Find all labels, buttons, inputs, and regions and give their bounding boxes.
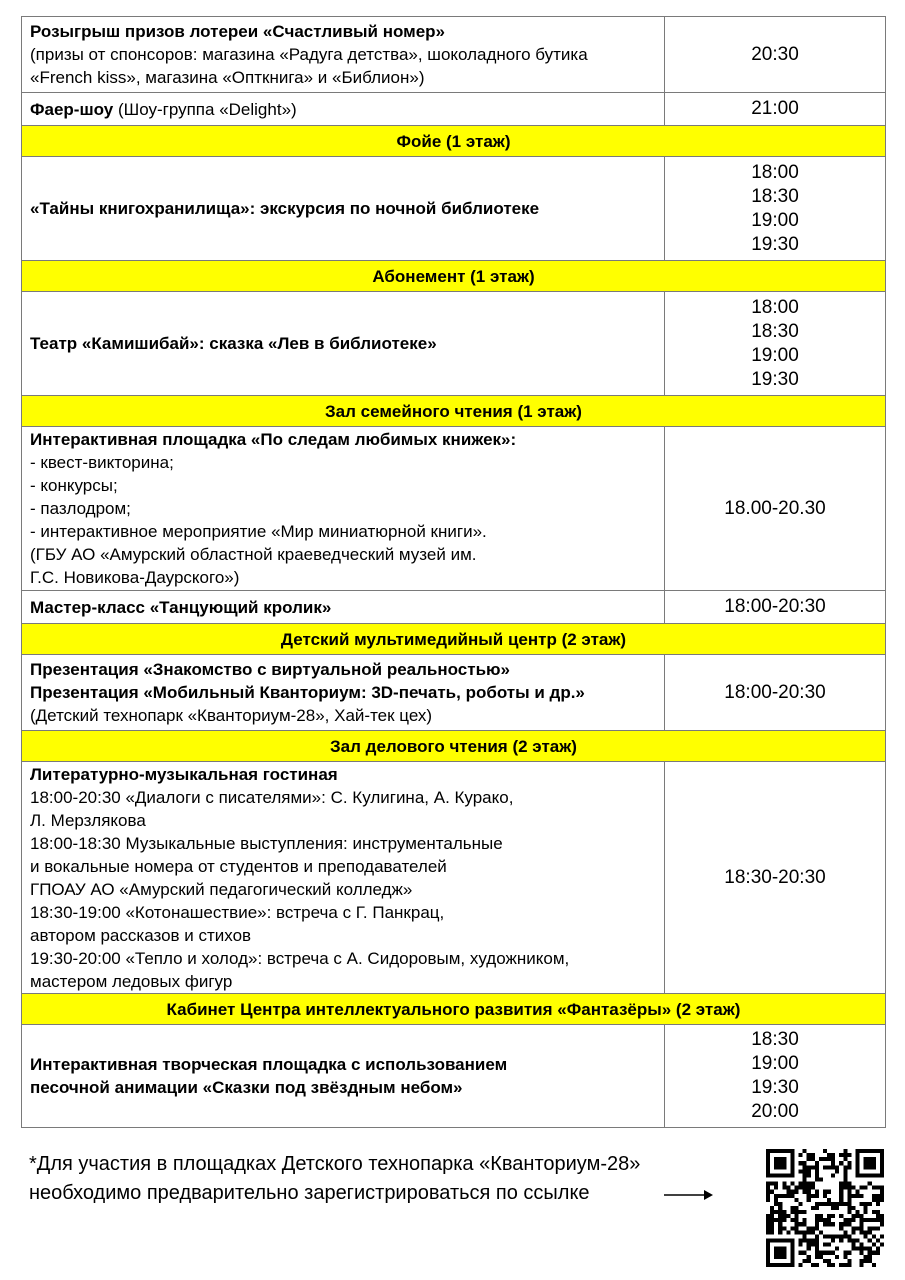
event-detail-text: автором рассказов и стихов xyxy=(30,925,252,945)
event-detail-text: Г.С. Новикова-Даурского») xyxy=(30,568,240,587)
event-line xyxy=(30,832,656,855)
event-line xyxy=(30,332,656,355)
event-detail-text: (Шоу-группа «Delight») xyxy=(113,99,297,119)
section-header-row xyxy=(22,624,886,655)
event-times xyxy=(665,292,886,396)
event-line xyxy=(30,543,656,566)
event-times xyxy=(665,17,886,93)
event-line xyxy=(30,497,656,520)
event-line xyxy=(30,763,656,786)
event-time: 21:00 xyxy=(751,98,799,119)
event-time: 18:30-20:30 xyxy=(724,866,826,888)
event-time: 19:30 xyxy=(751,233,799,255)
event-line xyxy=(30,520,656,543)
event-time: 19:30 xyxy=(751,368,799,390)
event-row xyxy=(22,292,886,396)
event-time: 18:00-20:30 xyxy=(724,681,826,703)
event-title-text: Презентация «Знакомство с виртуальной реальностью» xyxy=(30,660,510,679)
event-line xyxy=(30,1053,656,1076)
event-row xyxy=(22,17,886,93)
event-line xyxy=(30,681,656,704)
event-time: 19:00 xyxy=(751,209,799,231)
event-time: 18:00 xyxy=(751,296,799,318)
arrow-right-icon xyxy=(664,1187,714,1203)
qr-code-icon[interactable] xyxy=(766,1149,884,1267)
section-header-row xyxy=(22,396,886,427)
event-time: 18:00 xyxy=(751,161,799,183)
event-title-text: «Тайны книгохранилища»: экскурсия по ночной библиотеке xyxy=(30,199,540,218)
event-times xyxy=(665,655,886,731)
event-line xyxy=(30,947,656,970)
event-times xyxy=(665,93,886,126)
event-title-text: Фаер-шоу xyxy=(30,99,114,119)
schedule-table xyxy=(21,16,886,1128)
event-description xyxy=(22,93,665,126)
event-line xyxy=(30,566,656,589)
section-header-row xyxy=(22,126,886,157)
event-line xyxy=(30,878,656,901)
event-detail-text: 18:00-20:30 «Диалоги с писателями»: С. Кулигина, А. Курако, xyxy=(30,787,514,807)
event-row xyxy=(22,157,886,261)
event-description xyxy=(22,292,665,396)
event-title-text: Интерактивная площадка «По следам любимых книжек»: xyxy=(30,430,517,449)
event-time: 18:30 xyxy=(751,1029,799,1050)
event-line xyxy=(30,658,656,681)
event-title-text: Литературно-музыкальная гостиная xyxy=(30,764,338,784)
section-title: Зал семейного чтения (1 этаж) xyxy=(22,396,886,427)
event-line xyxy=(30,1076,656,1099)
event-time: 18.00-20.30 xyxy=(724,497,826,519)
event-line xyxy=(30,451,656,474)
event-line xyxy=(30,786,656,809)
event-line xyxy=(30,901,656,924)
event-line xyxy=(30,43,656,66)
event-time: 18:00-20:30 xyxy=(724,596,826,617)
event-line xyxy=(30,197,656,220)
event-detail-text: - пазлодром; xyxy=(30,499,131,518)
event-row xyxy=(22,762,886,994)
event-line xyxy=(30,970,656,993)
event-description xyxy=(22,655,665,731)
event-detail-text: Л. Мерзлякова xyxy=(30,810,146,830)
event-description xyxy=(22,1025,665,1128)
section-title: Абонемент (1 этаж) xyxy=(22,261,886,292)
event-detail-text: мастером ледовых фигур xyxy=(30,971,233,991)
registration-note-line-1: *Для участия в площадках Детского технопарка «Кванториум-28» xyxy=(29,1153,641,1175)
event-description xyxy=(22,17,665,93)
event-detail-text: (Детский технопарк «Кванториум-28», Хай-тек цех) xyxy=(30,706,433,725)
event-line xyxy=(30,704,656,727)
event-line xyxy=(30,98,656,121)
event-row xyxy=(22,93,886,126)
event-line xyxy=(30,924,656,947)
event-detail-text: - квест-викторина; xyxy=(30,453,174,472)
event-detail-text: 18:30-19:00 «Котонашествие»: встреча с Г. Панкрац, xyxy=(30,902,445,922)
event-line xyxy=(30,855,656,878)
section-title: Фойе (1 этаж) xyxy=(22,126,886,157)
event-row xyxy=(22,427,886,591)
event-line xyxy=(30,428,656,451)
event-time: 20:00 xyxy=(751,1101,799,1122)
event-time: 19:00 xyxy=(751,344,799,366)
event-time: 19:00 xyxy=(751,1053,799,1074)
event-description xyxy=(22,427,665,591)
event-line xyxy=(30,596,656,619)
event-line xyxy=(30,20,656,43)
event-detail-text: (призы от спонсоров: магазина «Радуга детства», шоколадного бутика xyxy=(30,45,588,64)
event-times xyxy=(665,591,886,624)
event-detail-text: (ГБУ АО «Амурский областной краеведческий музей им. xyxy=(30,545,477,564)
event-line xyxy=(30,809,656,832)
event-time: 19:30 xyxy=(751,1077,799,1098)
event-detail-text: 18:00-18:30 Музыкальные выступления: инструментальные xyxy=(30,833,503,853)
event-times xyxy=(665,427,886,591)
event-time: 18:30 xyxy=(751,320,799,342)
event-title-text: Театр «Камишибай»: сказка «Лев в библиотеке» xyxy=(30,334,437,353)
event-times xyxy=(665,762,886,994)
section-title: Детский мультимедийный центр (2 этаж) xyxy=(22,624,886,655)
event-title-text: песочной анимации «Сказки под звёздным небом» xyxy=(30,1078,463,1097)
event-detail-text: - интерактивное мероприятие «Мир миниатюрной книги». xyxy=(30,522,487,541)
section-header-row xyxy=(22,261,886,292)
event-description xyxy=(22,157,665,261)
event-detail-text: и вокальные номера от студентов и преподавателей xyxy=(30,856,447,876)
event-row xyxy=(22,1025,886,1128)
event-line xyxy=(30,66,656,89)
event-row xyxy=(22,591,886,624)
event-time: 20:30 xyxy=(751,43,799,65)
event-title-text: Интерактивная творческая площадка с использованием xyxy=(30,1055,508,1074)
event-description xyxy=(22,591,665,624)
event-description xyxy=(22,762,665,994)
event-row xyxy=(22,655,886,731)
event-times xyxy=(665,157,886,261)
event-title-text: Презентация «Мобильный Кванториум: 3D-печать, роботы и др.» xyxy=(30,683,585,702)
event-detail-text: ГПОАУ АО «Амурский педагогический колледж» xyxy=(30,879,413,899)
event-time: 18:30 xyxy=(751,185,799,207)
event-detail-text: «French kiss», магазина «Опткнига» и «Библион») xyxy=(30,68,425,87)
registration-note xyxy=(29,1150,640,1208)
section-title: Кабинет Центра интеллектуального развития «Фантазёры» (2 этаж) xyxy=(22,994,886,1025)
section-header-row xyxy=(22,994,886,1025)
event-times xyxy=(665,1025,886,1128)
event-detail-text: - конкурсы; xyxy=(30,476,118,495)
registration-note-line-2: необходимо предварительно зарегистрироваться по ссылке xyxy=(29,1182,590,1204)
event-title-text: Мастер-класс «Танцующий кролик» xyxy=(30,597,332,617)
event-detail-text: 19:30-20:00 «Тепло и холод»: встреча с А. Сидоровым, художником, xyxy=(30,948,570,968)
section-title: Зал делового чтения (2 этаж) xyxy=(22,731,886,762)
event-line xyxy=(30,474,656,497)
event-title-text: Розыгрыш призов лотереи «Счастливый номер» xyxy=(30,22,446,41)
section-header-row xyxy=(22,731,886,762)
